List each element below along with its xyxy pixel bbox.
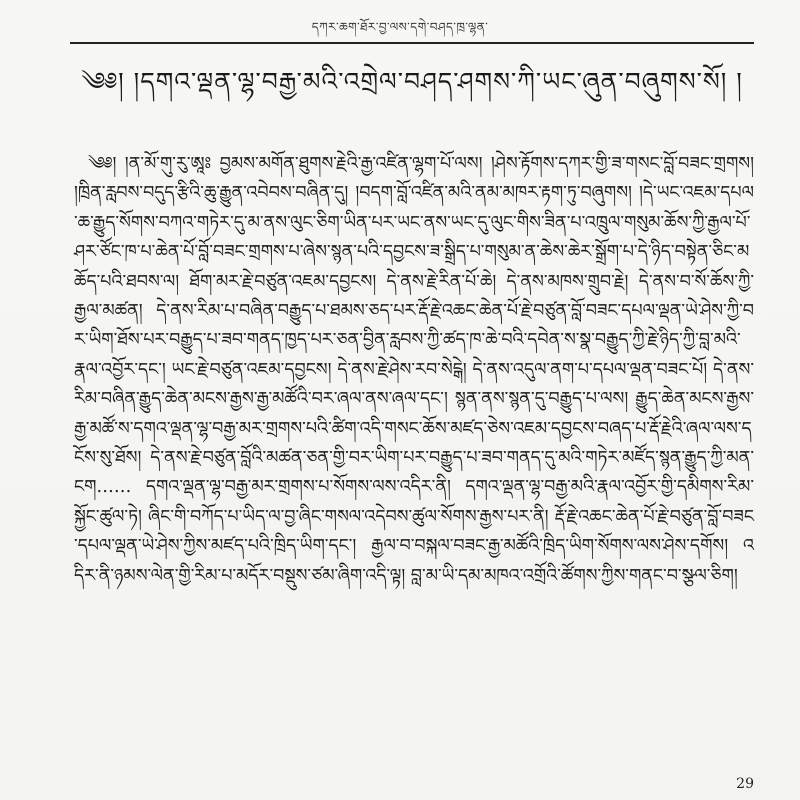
chapter-title: ༄༅། །དགའ་ལྡན་ལྷ་བརྒྱ་མའི་འགྲེལ་བཤད་ཤགས་ཀི་ཡང་ཞུན་བཞུགས་སོ། །: [81, 67, 743, 96]
body-paragraph: ༄༅། །ན་མོ་གུ་རུ་ཨཱཿ བྱམས་མགོན་ཐུགས་རྗེའི་རྒྱ་འཛིན་ལྷག་པོ་ལས། །ཤེས་རྟོགས་དཀར་གྱི་ཟ་གསང་བློ་བཟང་གྲགས། །ཁྲིན་རླབས་བདུད་རྩིའི་ཆུ་རྒྱུན་འབེབས་བཞིན་དུ། །བདག་བློ་འཛིན་མའི་ནམ་མཁར་རྟག་ཏུ་བཞུགས། །དེ་ཡང་འཇམ་དཔལ་ཆ་རྒྱུད་སོགས་བཀའ་གཏེར་དུ་མ་ནས་ལུང་ཅིག་ཡིན་པར་ཡང་ནས་ཡང་དུ་ལུང་གིས་ཟིན་པ་འཁྲུལ་གསུམ་ཆོས་ཀྱི་རྒྱལ་པོ་ཤར་ཙོང་ཁ་པ་ཆེན་པོ་བློ་བཟང་གྲགས་པ་ཞེས་སྙན་པའི་དབྱངས་ཟ་སྒྲིད་པ་གསུམ་ན་ཆེས་ཆེར་སྒྲོག་པ་དེ་ཉིད་བསྟེན་ཅིང་མཆོད་པའི་ཐབས་ལ། ཐོག་མར་རྗེ་བཙུན་འཇམ་དབྱངས། དེ་ནས་རྗེ་རིན་པོ་ཆེ། དེ་ནས་མཁས་གྲུབ་རྗེ། དེ་ནས་བ་སོ་ཆོས་ཀྱི་རྒྱལ་མཚན། དེ་ནས་རིམ་པ་བཞིན་བརྒྱུད་པ་ཐམས་ཅད་པར་རྡོ་རྗེ་འཆང་ཆེན་པོ་རྗེ་བཙུན་བློ་བཟང་དཔལ་ལྡན་ཡེ་ཤེས་ཀྱི་བར་ཡིག་ཐོས་པར་བརྒྱུད་པ་ཟབ་གནད་ཁྱད་པར་ཅན་བྱིན་རླབས་ཀྱི་ཚད་ཁ་ཆེ་བའི་དབེན་ས་སྣ་བརྒྱུད་ཀྱི་རྗེ་ཉིད་ཀྱི་བླ་མའི་རྣལ་འབྱོར་དང་། ཡང་རྗེ་བཙུན་འཇམ་དབྱངས། དེ་ནས་རྗེ་ཤེས་རབ་སེངྒེ། དེ་ནས་འདུལ་ནག་པ་དཔལ་ལྡན་བཟང་པོ། དེ་ནས་རིམ་བཞིན་རྒྱུད་ཆེན་མངས་རྒྱས་རྒྱ་མཚོའི་བར་ཞལ་ནས་ཞལ་དང་། སྙན་ནས་སྙན་དུ་བརྒྱུད་པ་ལས། རྒྱུད་ཆེན་མངས་རྒྱས་རྒྱ་མཚོ་ས་དགའ་ལྡན་ལྷ་བརྒྱ་མར་གྲགས་པའི་ཚིག་འདི་གསང་ཆོས་མཛད་ཅེས་འཇམ་དབྱངས་བཞད་པ་རྡོ་རྗེའི་ཞལ་ལས་དངོས་སུ་ཐོས། དེ་ནས་རྗེ་བཙུན་བློའི་མཚན་ཅན་གྱི་བར་ཡིག་པར་བརྒྱུད་པ་ཟབ་གནད་དུ་མའི་གཏེར་མཛོད་སྙན་རྒྱུད་ཀྱི་མན་ངག…… དགའ་ལྡན་ལྷ་བརྒྱ་མར་གྲགས་པ་སོགས་ལས་འདིར་ནི། དགའ་ལྡན་ལྷ་བརྒྱ་མའི་རྣལ་འབྱོར་གྱི་དམིགས་རིམ་སྐྱོང་ཚུལ་ཏེ། ཞིང་གི་བཀོད་པ་ཡིད་ལ་བྱ་ཞིང་གསལ་འདེབས་ཚུལ་སོགས་རྒྱས་པར་ནི། རྡོ་རྗེ་འཆང་ཆེན་པོ་རྗེ་བཙུན་བློ་བཟང་དཔལ་ལྡན་ཡེ་ཤེས་ཀྱིས་མཛད་པའི་ཁྲིད་ཡིག་དང་། རྒྱལ་བ་བསྐལ་བཟང་རྒྱ་མཚོའི་ཁྲིད་ཡིག་སོགས་ལས་ཤེས་དགོས། འདིར་ནི་ཉམས་ལེན་གྱི་རིམ་པ་མདོར་བསྡུས་ཙམ་ཞིག་འདི་ལྟ། བླ་མ་ཡི་དམ་མཁའ་འགྲོའི་ཚོགས་ཀྱིས་གནང་བ་སྩལ་ཅིག།: [74, 154, 754, 586]
body-text: [74, 150, 754, 591]
running-head: དཀར་ཆག་ཐོར་བྱ་ལས་དགེ་བཤད་ཁྲ་ལྷན་: [311, 20, 489, 34]
page-number: 29: [736, 776, 754, 792]
header-rule: [70, 42, 754, 44]
